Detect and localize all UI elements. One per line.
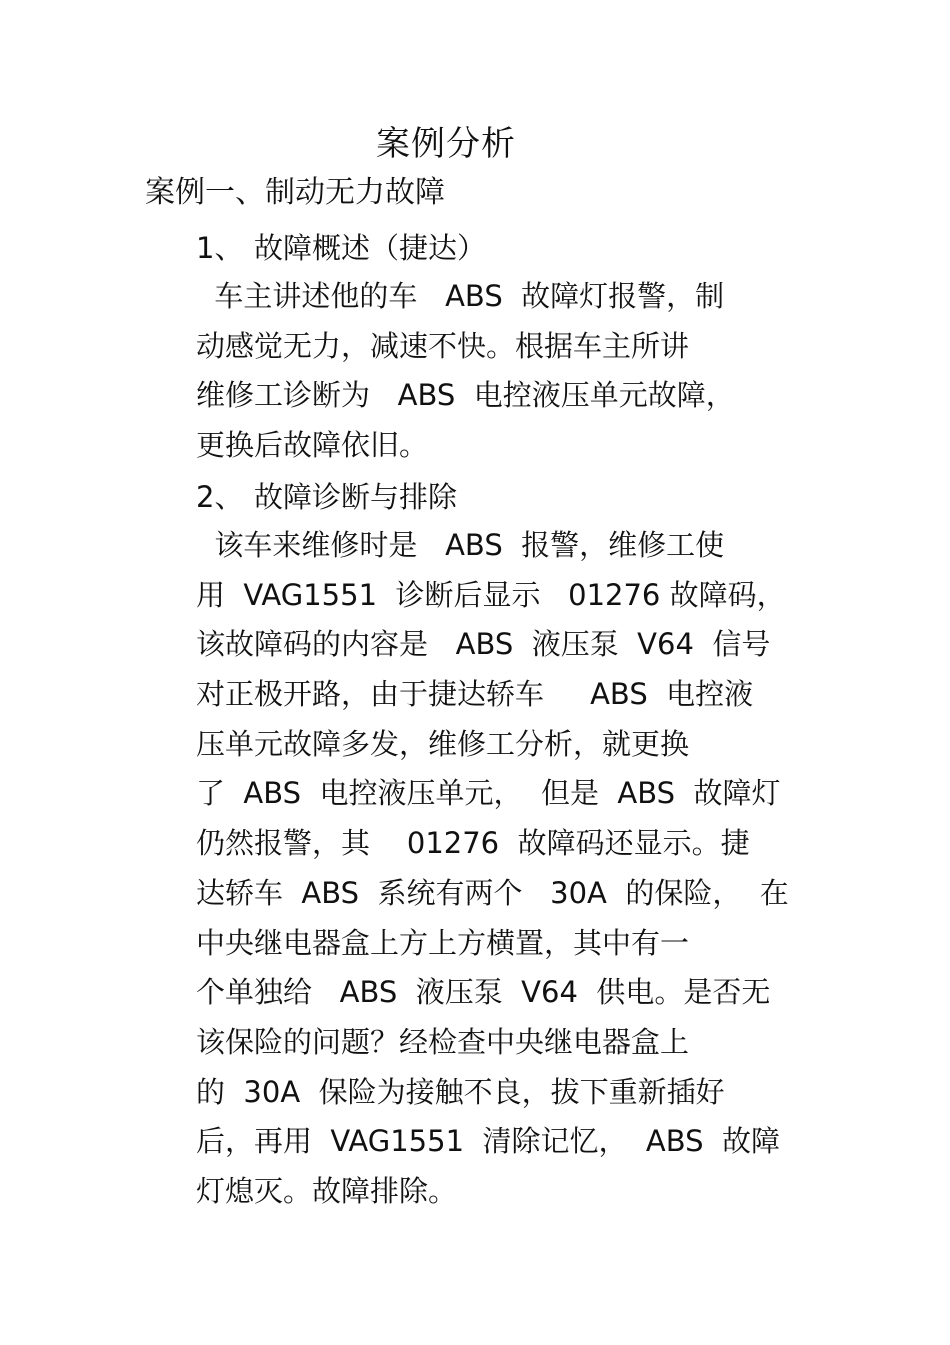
section-heading-overview xyxy=(196,225,486,271)
text-line: 达轿车 ABS 系统有两个 30A 的保险， 在 xyxy=(196,875,789,910)
text-line: 的 30A 保险为接触不良，拔下重新插好 xyxy=(196,1074,725,1109)
page-title: 案例分析 xyxy=(376,124,516,164)
text-line: 压单元故障多发，维修工分析，就更换 xyxy=(196,726,690,761)
section-number: 2、 xyxy=(196,480,244,514)
text-line: 中央继电器盒上方上方横置，其中有一 xyxy=(196,925,690,960)
section-heading-text: 故障诊断与排除 xyxy=(254,480,458,514)
paragraph-diagnosis xyxy=(196,521,816,1217)
text-line: 对正极开路，由于捷达轿车 ABS 电控液 xyxy=(196,677,754,712)
text-line: 了 ABS 电控液压单元， 但是 ABS 故障灯 xyxy=(196,776,781,811)
text-line: 个单独给 ABS 液压泵 V64 供电。是否无 xyxy=(196,975,771,1010)
text-line: 该车来维修时是 ABS 报警，维修工使 xyxy=(196,528,725,562)
text-line: 该故障码的内容是 ABS 液压泵 V64 信号 xyxy=(196,627,771,662)
paragraph-overview xyxy=(196,272,816,471)
section-heading-text: 故障概述（捷达） xyxy=(254,231,487,265)
section-number: 1、 xyxy=(196,231,244,265)
text-line: 车主讲述他的车 ABS 故障灯报警，制 xyxy=(196,279,725,313)
text-line: 维修工诊断为 ABS 电控液压单元故障， xyxy=(196,378,735,413)
text-line: 后，再用 VAG1551 清除记忆， ABS 故障 xyxy=(196,1124,780,1159)
text-line: 更换后故障依旧。 xyxy=(196,428,429,463)
section-heading-diagnosis xyxy=(196,474,457,520)
text-line: 灯熄灭。故障排除。 xyxy=(196,1173,458,1208)
text-line: 仍然报警，其 01276 故障码还显示。捷 xyxy=(196,826,750,861)
text-line: 用 VAG1551 诊断后显示 01276 故障码， xyxy=(196,577,786,612)
text-line: 该保险的问题？经检查中央继电器盒上 xyxy=(196,1024,690,1059)
text-line: 动感觉无力，减速不快。根据车主所讲 xyxy=(196,328,690,363)
case-title: 案例一、制动无力故障 xyxy=(145,175,445,210)
